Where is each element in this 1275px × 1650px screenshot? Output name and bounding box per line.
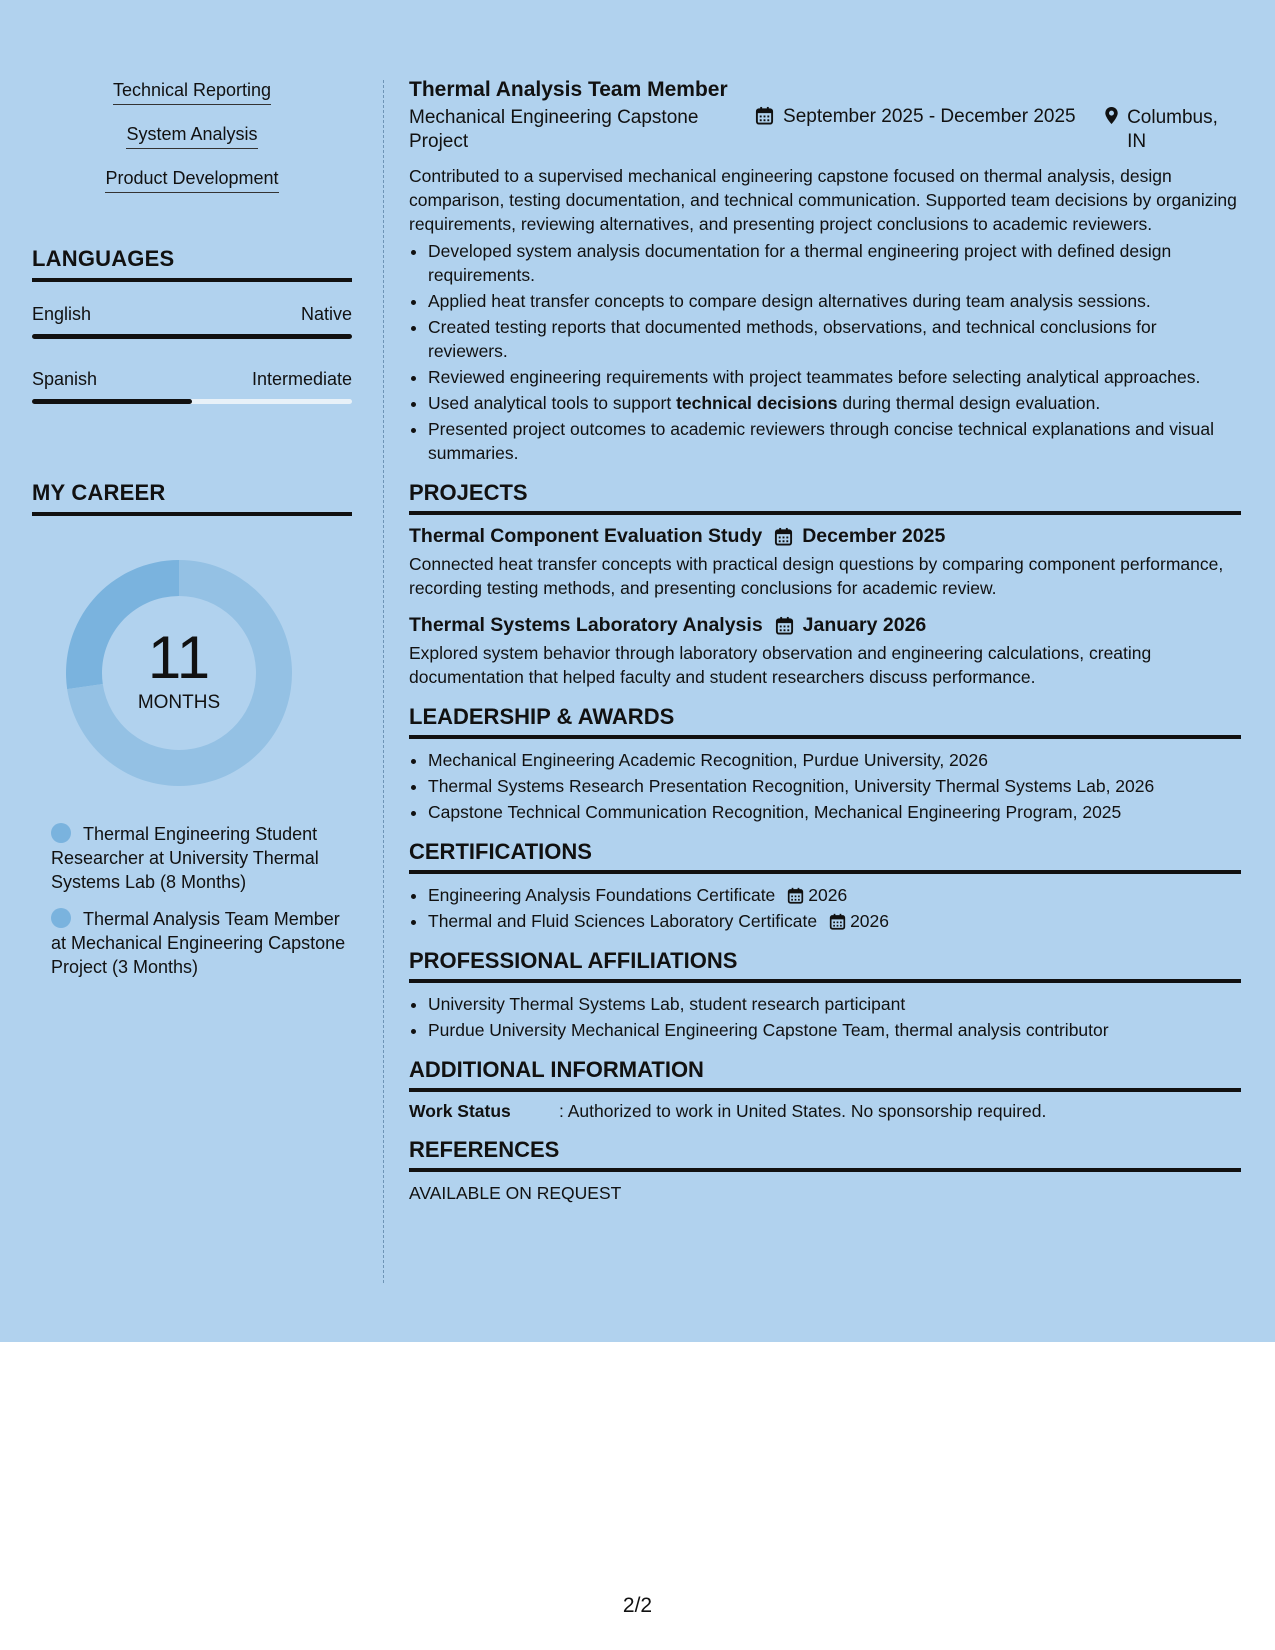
language-spanish xyxy=(32,369,352,404)
language-proficiency-fill xyxy=(32,334,352,339)
additional-info-heading: ADDITIONAL INFORMATION xyxy=(409,1057,1241,1092)
job-organization: Mechanical Engineering Capstone Project xyxy=(409,107,699,152)
affiliations-list xyxy=(409,992,1241,1042)
project-name: Thermal Systems Laboratory Analysis xyxy=(409,614,763,636)
career-donut-chart xyxy=(66,560,292,786)
leadership-item: • Mechanical Engineering Academic Recognition, Purdue University, 2026 xyxy=(428,748,1241,772)
skill-item: Product Development xyxy=(105,168,278,193)
job-bullet: • Created testing reports that documented methods, observations, and technical conclusions for reviewers. xyxy=(428,315,1241,363)
references-heading: REFERENCES xyxy=(409,1137,1241,1172)
work-status-label: Work Status xyxy=(409,1101,511,1121)
job-location-text: Columbus, IN xyxy=(1127,107,1218,152)
job-dates-text: September 2025 - December 2025 xyxy=(783,106,1076,127)
bullet-bold-text: technical decisions xyxy=(676,393,838,413)
bullet-text: Used analytical tools to support xyxy=(428,393,677,413)
project-name: Thermal Component Evaluation Study xyxy=(409,525,763,547)
projects-heading: PROJECTS xyxy=(409,480,1241,515)
project-header xyxy=(409,614,1241,637)
language-level: Intermediate xyxy=(251,369,352,389)
job-bullet: • Reviewed engineering requirements with project teammates before selecting analytical approaches. xyxy=(428,365,1241,389)
job-summary: Contributed to a supervised mechanical engineering capstone focused on thermal analysis, design comparison, testing documentation, and technical communication. Supported team decisions by organizing requirements, reviewing alternatives, and presenting project conclusions to academic reviewers. xyxy=(409,166,1237,234)
career-legend-item xyxy=(32,907,352,979)
skills-list xyxy=(32,80,352,212)
certifications-heading: CERTIFICATIONS xyxy=(409,839,1241,874)
language-proficiency-bar xyxy=(32,334,352,339)
leadership-list xyxy=(409,748,1241,824)
certification-year: 2026 xyxy=(808,885,848,905)
column-divider xyxy=(383,80,384,1283)
certification-name: • Engineering Analysis Foundations Certificate xyxy=(428,885,776,905)
affiliations-heading: PROFESSIONAL AFFILIATIONS xyxy=(409,948,1241,983)
sidebar xyxy=(32,80,352,992)
project-date: January 2026 xyxy=(802,614,927,636)
job-dates xyxy=(755,106,1102,154)
job-meta xyxy=(409,106,1241,154)
leadership-item: • Capstone Technical Communication Recognition, Mechanical Engineering Program, 2025 xyxy=(428,800,1241,824)
work-status-row xyxy=(409,1101,1241,1122)
main-content xyxy=(409,78,1241,1204)
skill-item: Technical Reporting xyxy=(113,80,271,105)
project-description: Explored system behavior through laboratory observation and engineering calculations, creating documentation that helped faculty and student researchers discuss performance. xyxy=(409,643,1152,687)
page-number: 2/2 xyxy=(622,1594,653,1617)
bullet-text: during thermal design evaluation. xyxy=(837,393,1101,413)
career-total-number: 11 xyxy=(147,624,211,691)
leadership-item: • Thermal Systems Research Presentation Recognition, University Thermal Systems Lab, 2026 xyxy=(428,774,1241,798)
references-text: AVAILABLE ON REQUEST xyxy=(409,1183,622,1203)
job-bullet: • Applied heat transfer concepts to compare design alternatives during team analysis sessions. xyxy=(428,289,1241,313)
languages-heading: LANGUAGES xyxy=(32,246,352,282)
project-description: Connected heat transfer concepts with practical design questions by comparing component performance, recording testing methods, and presenting conclusions for academic review. xyxy=(409,554,1224,598)
affiliation-item: • University Thermal Systems Lab, student research participant xyxy=(428,992,1241,1016)
project-date: December 2025 xyxy=(802,525,946,547)
certification-item xyxy=(428,883,1241,907)
career-legend-text: Thermal Analysis Team Member at Mechanical Engineering Capstone Project (3 Months) xyxy=(51,909,346,977)
language-proficiency-fill xyxy=(32,399,192,404)
calendar-icon xyxy=(787,887,804,904)
job-bullets xyxy=(409,239,1241,465)
calendar-icon xyxy=(774,527,793,546)
career-legend-item xyxy=(32,822,352,894)
career-heading: MY CAREER xyxy=(32,480,352,516)
career-total-unit: MONTHS xyxy=(137,692,221,713)
language-proficiency-bar xyxy=(32,399,352,404)
legend-dot xyxy=(51,823,71,843)
language-name: English xyxy=(32,304,92,324)
language-level: Native xyxy=(300,304,352,324)
job-title: Thermal Analysis Team Member xyxy=(409,78,728,101)
legend-dot xyxy=(51,908,71,928)
project-header xyxy=(409,525,1241,548)
job-bullet: • Developed system analysis documentation for a thermal engineering project with defined design requirements. xyxy=(428,239,1241,287)
job-location xyxy=(1102,106,1241,154)
calendar-icon xyxy=(775,616,794,635)
calendar-icon xyxy=(829,913,846,930)
certifications-list xyxy=(409,883,1241,933)
language-name: Spanish xyxy=(32,369,98,389)
certification-year: 2026 xyxy=(850,911,890,931)
map-pin-icon xyxy=(1102,106,1121,125)
career-legend-text: Thermal Engineering Student Researcher at University Thermal Systems Lab (8 Months) xyxy=(51,824,319,892)
certification-item xyxy=(428,909,1241,933)
work-status-value: : Authorized to work in United States. No sponsorship required. xyxy=(559,1101,1047,1121)
leadership-heading: LEADERSHIP & AWARDS xyxy=(409,704,1241,739)
job-bullet: • Presented project outcomes to academic reviewers through concise technical explanations and visual summaries. xyxy=(428,417,1241,465)
affiliation-item: • Purdue University Mechanical Engineering Capstone Team, thermal analysis contributor xyxy=(428,1018,1241,1042)
job-bullet xyxy=(428,391,1241,415)
language-english xyxy=(32,304,352,339)
career-legend xyxy=(32,822,352,979)
skill-item: System Analysis xyxy=(126,124,257,149)
calendar-icon xyxy=(755,106,774,125)
certification-name: • Thermal and Fluid Sciences Laboratory Certificate xyxy=(428,911,818,931)
